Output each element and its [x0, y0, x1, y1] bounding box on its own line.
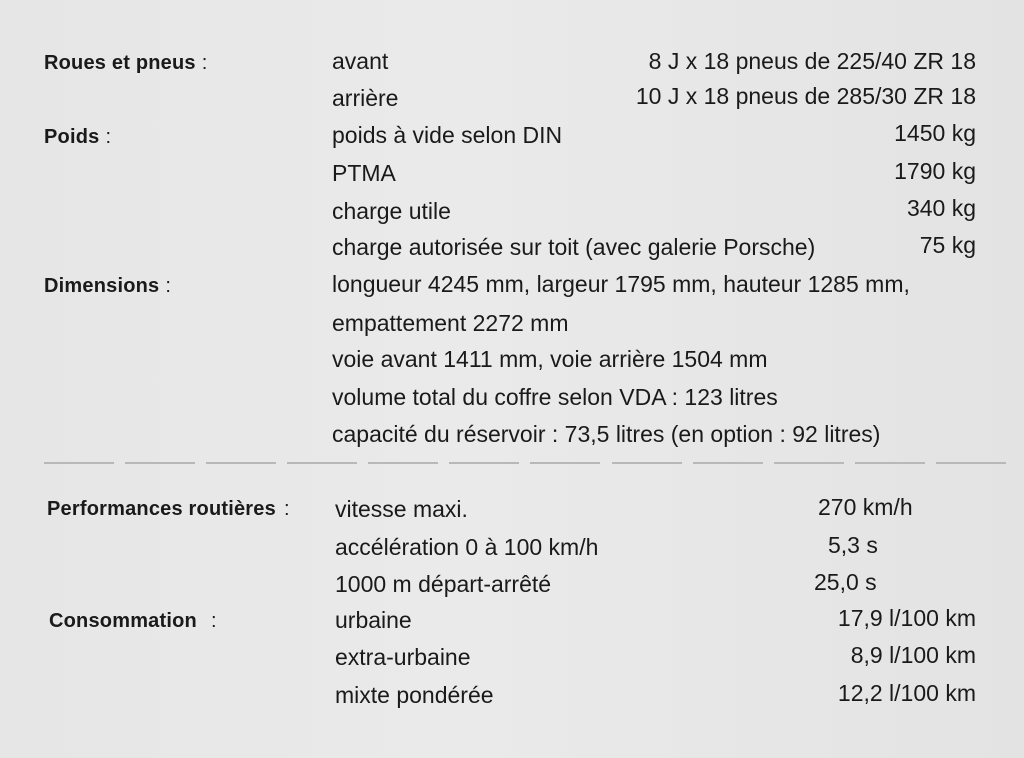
dashed-separator — [44, 462, 1006, 465]
spec-value: 8 J x 18 pneus de 225/40 ZR 18 — [648, 48, 976, 74]
spec-item: charge autorisée sur toit (avec galerie Porsche) — [332, 234, 816, 260]
spec-item: mixte pondérée — [335, 682, 494, 708]
spec-value: 10 J x 18 pneus de 285/30 ZR 18 — [635, 83, 976, 109]
spec-value: 1450 kg — [894, 120, 976, 146]
spec-item: charge utile — [332, 198, 451, 224]
spec-value: 1790 kg — [894, 158, 976, 184]
spec-item: arrière — [332, 85, 399, 111]
spec-value: 5,3 s — [828, 532, 878, 558]
spec-item: longueur 4245 mm, largeur 1795 mm, hauteur 1285 mm, — [332, 271, 910, 297]
spec-value: 17,9 l/100 km — [837, 605, 976, 631]
spec-value: 340 kg — [906, 195, 976, 221]
separator-dash — [693, 462, 763, 464]
spec-item: empattement 2272 mm — [332, 310, 569, 336]
spec-item: avant — [332, 48, 389, 74]
section-label-performances: Performances routières : — [47, 498, 290, 520]
separator-dash — [287, 462, 357, 464]
separator-dash — [855, 462, 925, 464]
spec-item: poids à vide selon DIN — [332, 122, 563, 148]
spec-value: 25,0 s — [814, 569, 877, 595]
spec-item: urbaine — [335, 607, 412, 633]
separator-dash — [936, 462, 1006, 464]
separator-dash — [368, 462, 438, 464]
spec-item: capacité du réservoir : 73,5 litres (en option : 92 litres) — [332, 421, 881, 447]
spec-value: 270 km/h — [818, 494, 913, 520]
section-label-poids: Poids : — [44, 126, 112, 148]
spec-value: 12,2 l/100 km — [837, 680, 976, 706]
separator-dash — [206, 462, 276, 464]
section-label-dimensions: Dimensions : — [44, 275, 172, 297]
spec-item: vitesse maxi. — [335, 496, 468, 522]
spec-value: 8,9 l/100 km — [850, 642, 976, 668]
spec-item: voie avant 1411 mm, voie arrière 1504 mm — [332, 346, 768, 372]
spec-item: extra-urbaine — [335, 644, 471, 670]
section-label-consommation: Consommation : — [49, 610, 217, 632]
separator-dash — [530, 462, 600, 464]
spec-item: accélération 0 à 100 km/h — [335, 534, 599, 560]
section-label-roues: Roues et pneus : — [44, 52, 208, 74]
spec-item: 1000 m départ-arrêté — [335, 571, 552, 597]
separator-dash — [612, 462, 682, 464]
spec-value: 75 kg — [919, 232, 976, 258]
separator-dash — [125, 462, 195, 464]
spec-item: volume total du coffre selon VDA : 123 litres — [332, 384, 778, 410]
spec-item: PTMA — [332, 160, 396, 186]
separator-dash — [44, 462, 114, 464]
separator-dash — [449, 462, 519, 464]
separator-dash — [774, 462, 844, 464]
